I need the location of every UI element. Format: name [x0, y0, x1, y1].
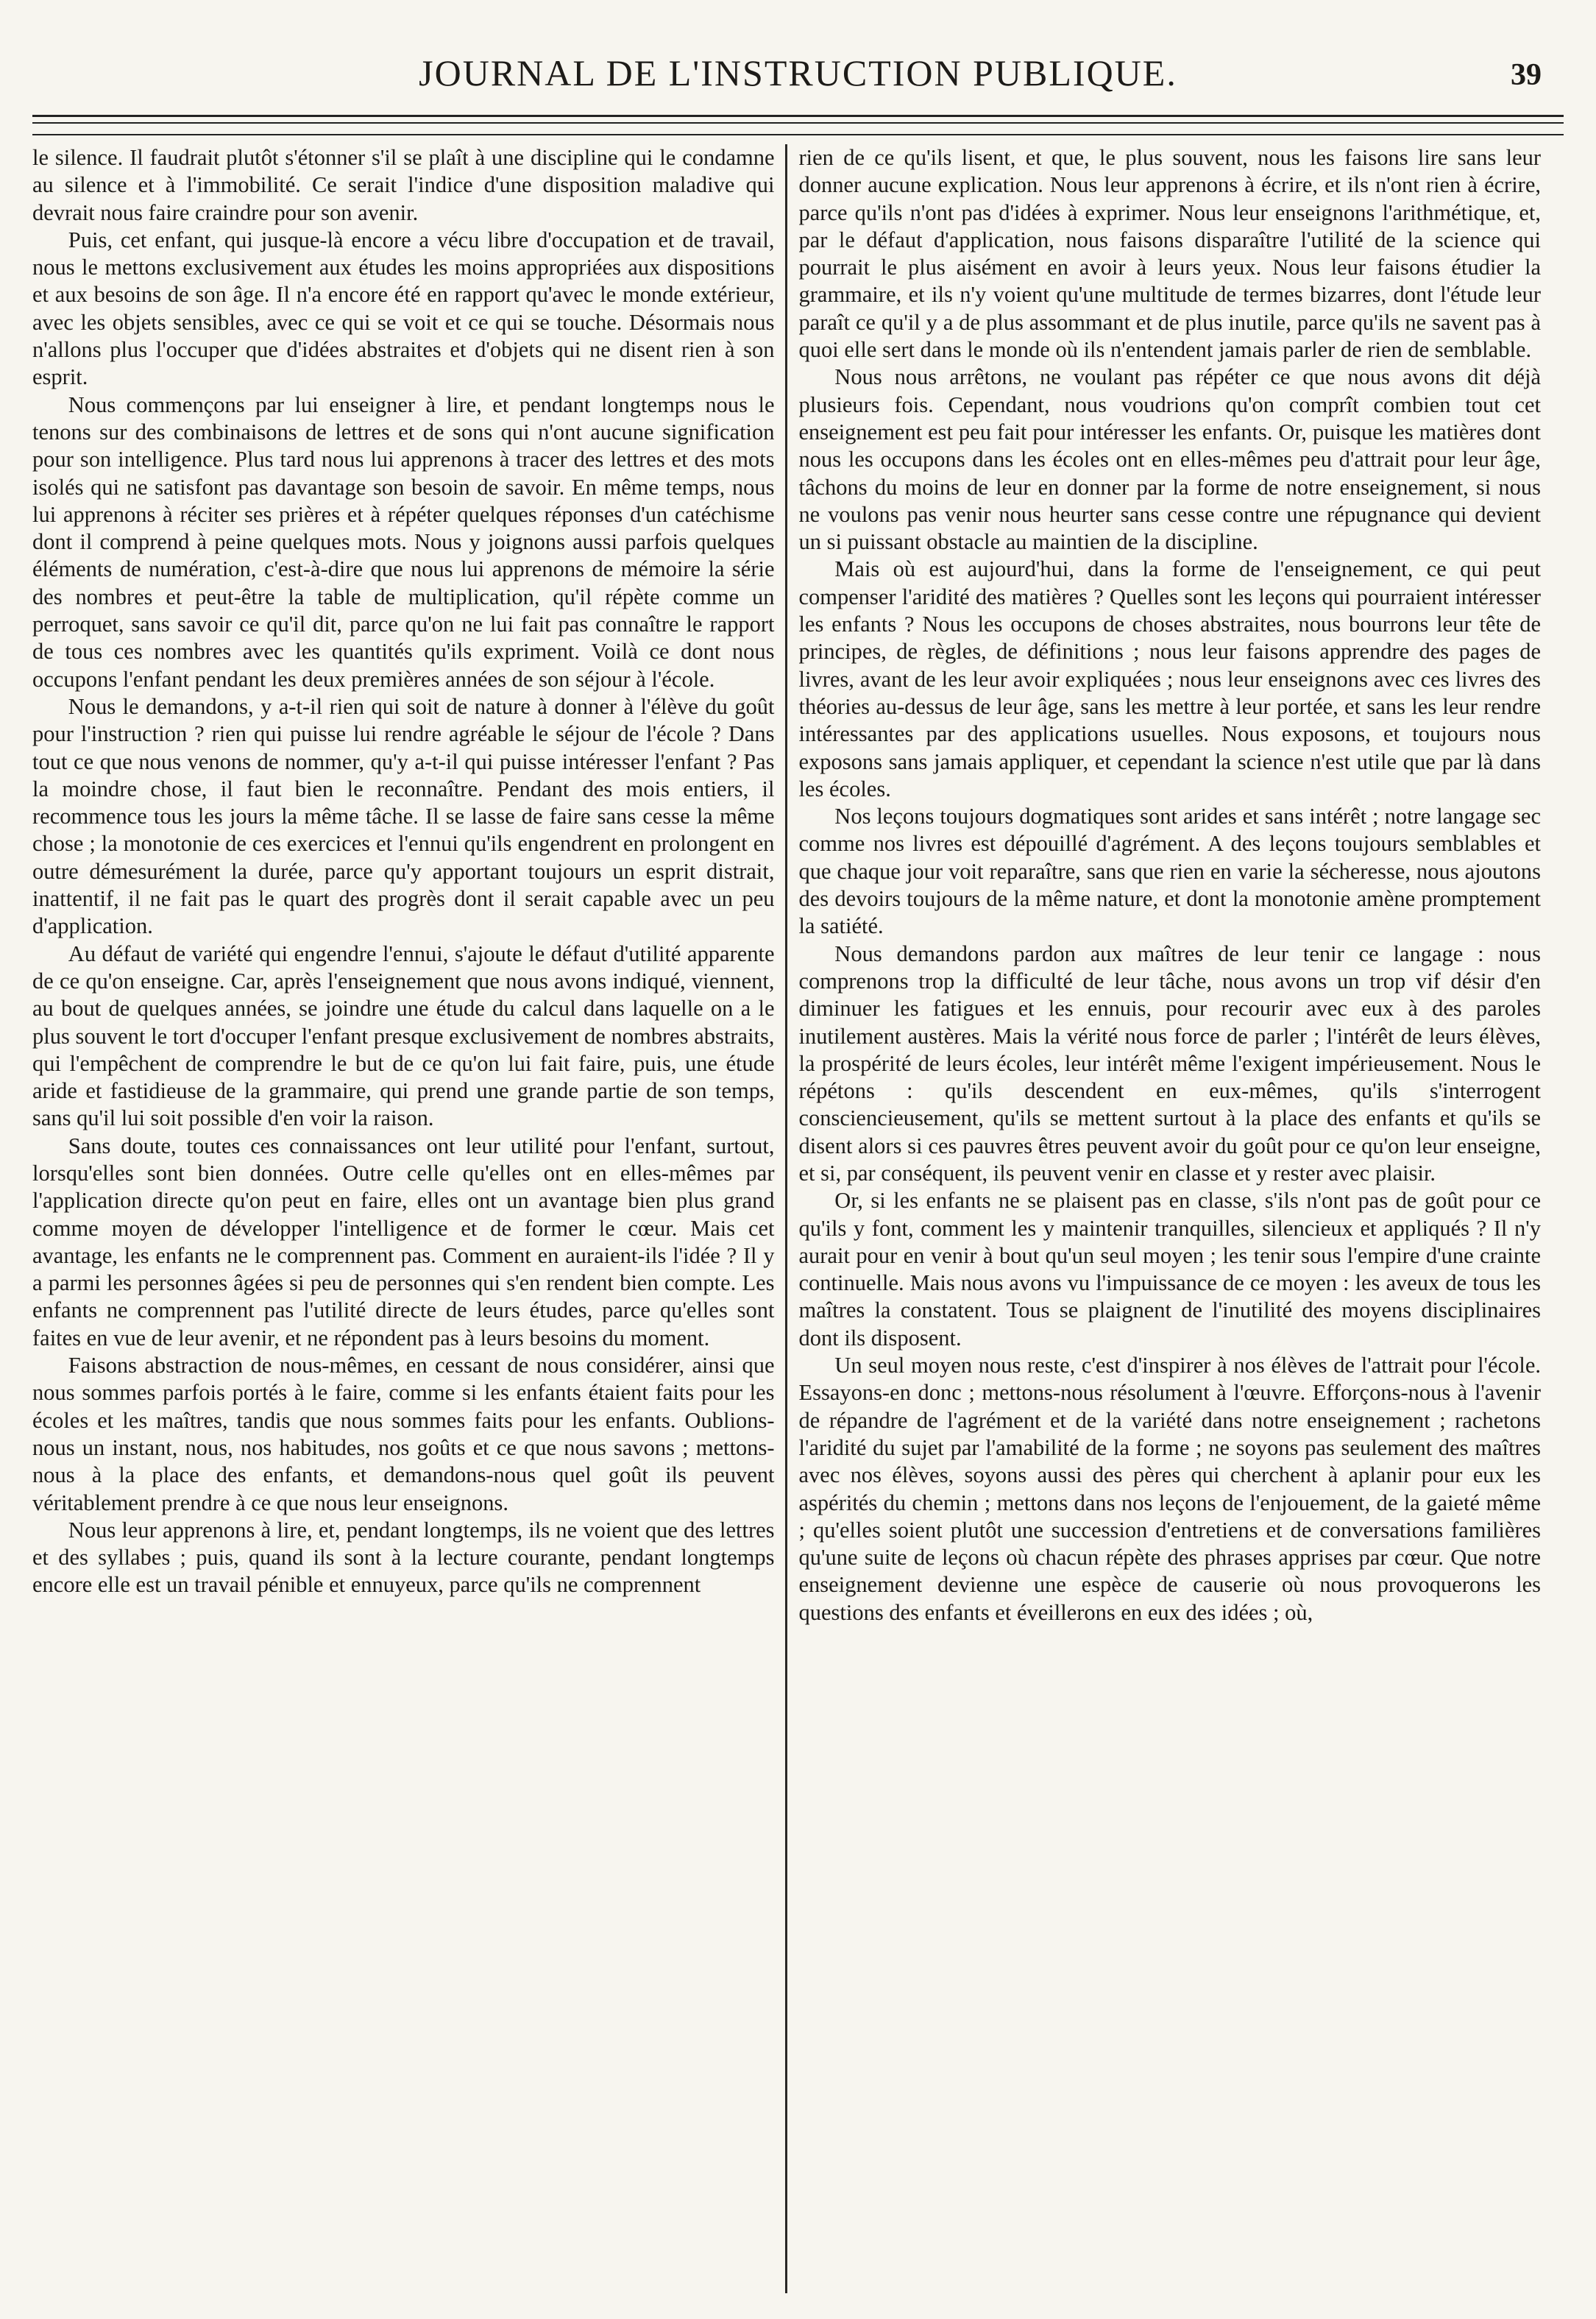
header-rule-bottom	[32, 134, 1564, 135]
left-column	[32, 144, 782, 2293]
paragraph: Au défaut de variété qui engendre l'ennui, s'ajoute le défaut d'utilité apparente de ce qu'on enseigne. Car, après l'enseignement que nous avons indiqué, viennent, au bout de quelques années, se joindre une étude du calcul dans laquelle on a le plus souvent le tort d'occuper l'enfant presque exclusivement de nombres abstraits, qui l'empêchent de comprendre le but de ce qu'on lui fait faire, puis, une étude aride et fastidieuse de la grammaire, qui prend une grande partie de son temps, sans qu'il lui soit possible d'en voir la raison.	[32, 941, 775, 1131]
paragraph: Puis, cet enfant, qui jusque-là encore a vécu libre d'occupation et de travail, nous le mettons exclusivement aux études les moins appropriées aux dispositions et aux besoins de son âge. Il n'a encore été en rapport qu'avec le monde extérieur, avec les objets sensibles, avec ce qui se voit et ce qui se touche. Désormais nous n'allons plus l'occuper que d'idées abstraites et d'objets qui ne disent rien à son esprit.	[32, 227, 775, 390]
paragraph: Nous nous arrêtons, ne voulant pas répéter ce que nous avons dit déjà plusieurs fois. Cependant, nous voudrions qu'on comprît combien tout cet enseignement est peu fait pour intéresser les enfants. Or, puisque les matières dont nous les occupons dans les écoles ont en elles-mêmes peu d'attrait pour leur âge, tâchons du moins de leur en donner par la forme de notre enseignement, si nous ne voulons pas venir nous heurter sans cesse contre une répugnance qui devient un si puissant obstacle au maintien de la discipline.	[798, 364, 1542, 555]
text-columns	[32, 144, 1541, 2293]
paragraph: le silence. Il faudrait plutôt s'étonner s'il se plaît à une discipline qui le condamne au silence et à l'immobilité. Ce serait l'indice d'une disposition maladive qui devrait nous faire craindre pour son avenir.	[32, 145, 775, 225]
paragraph: Nous demandons pardon aux maîtres de leur tenir ce langage : nous comprenons trop la difficulté de leur tâche, nous avons un trop vif désir d'en diminuer les fatigues et les ennuis, pour recourir avec eux à des paroles inutilement austères. Mais la vérité nous force de parler ; l'intérêt de leurs élèves, la prospérité de leurs écoles, leur intérêt même l'exigent impérieusement. Nous le répétons : qu'ils descendent en eux-mêmes, qu'ils s'interrogent consciencieusement, qu'ils se mettent surtout à la place des enfants et qu'ils se disent alors si ces pauvres êtres peuvent avoir du goût pour ce qu'on leur enseigne, et si, par conséquent, ils peuvent venir en classe et y rester avec plaisir.	[798, 941, 1542, 1186]
header-rule-thin	[32, 122, 1564, 124]
paragraph: Nous commençons par lui enseigner à lire, et pendant longtemps nous le tenons sur des combinaisons de lettres et de sons qui n'ont aucune signification pour son intelligence. Plus tard nous lui apprenons à tracer des lettres et des mots isolés qui ne satisfont pas davantage son besoin de savoir. En même temps, nous lui apprenons à réciter ses prières et à répéter quelques réponses d'un catéchisme dont il comprend à peine quelques mots. Nous y joignons aussi parfois quelques éléments de numération, c'est-à-dire que nous lui apprenons de mémoire la série des nombres et peut-être la table de multiplication, qu'il répète comme un perroquet, sans savoir ce qu'il dit, parce qu'on ne lui fait pas connaître le rapport de tous ces nombres avec les quantités qu'ils expriment. Voilà ce dont nous occupons l'enfant pendant les deux premières années de son séjour à l'école.	[32, 392, 775, 692]
column-divider	[785, 144, 787, 2293]
paragraph: Sans doute, toutes ces connaissances ont leur utilité pour l'enfant, surtout, lorsqu'elles sont bien données. Outre celle qu'elles ont en elles-mêmes par l'application directe qu'on peut en faire, elles ont un avantage bien plus grand comme moyen de développer l'intelligence et de former le cœur. Mais cet avantage, les enfants ne le comprennent pas. Comment en auraient-ils l'idée ? Il y a parmi les personnes âgées si peu de personnes qui s'en rendent bien compte. Les enfants ne comprennent pas l'utilité directe de leurs études, parce qu'elles sont faites en vue de leur avenir, et ne répondent pas à leurs besoins du moment.	[32, 1133, 775, 1350]
page-number: 39	[1511, 58, 1542, 92]
paragraph: Or, si les enfants ne se plaisent pas en classe, s'ils n'ont pas de goût pour ce qu'ils y font, comment les y maintenir tranquilles, silencieux et appliqués ? Il n'y aurait pour en venir à bout qu'un seul moyen ; les tenir sous l'empire d'une crainte continuelle. Mais nous avons vu l'impuissance de ce moyen : les aveux de tous les maîtres la constatent. Tous se plaignent de l'inutilité des moyens disciplinaires dont ils disposent.	[798, 1188, 1542, 1350]
paragraph: Mais où est aujourd'hui, dans la forme de l'enseignement, ce qui peut compenser l'aridité des matières ? Quelles sont les leçons qui pourraient intéresser les enfants ? Nous les occupons de choses abstraites, nous bourrons leur tête de principes, de règles, de définitions ; nous leur faisons apprendre des pages de livres, avant de les leur avoir expliquées ; nous leur enseignons avec ces livres des théories au-dessus de leur âge, sans les mettre à leur portée, et sans les leur rendre intéressantes par des applications usuelles. Nous exposons, et toujours nous exposons sans jamais appliquer, et cependant la science n'est utile que par là dans les écoles.	[798, 556, 1542, 801]
paragraph: rien de ce qu'ils lisent, et que, le plus souvent, nous les faisons lire sans leur donner aucune explication. Nous leur apprenons à écrire, et ils n'ont rien à écrire, parce qu'ils n'ont pas d'idées à exprimer. Nous leur enseignons l'arithmétique, et, par le défaut d'application, nous faisons disparaître l'utilité de la science qui pourrait le plus aisément en avoir à leurs yeux. Nous leur faisons étudier la grammaire, et ils n'y voient qu'une multitude de termes bizarres, dont l'étude leur paraît ce qu'il y a de plus assommant et de plus inutile, parce qu'ils ne savent pas à quoi elle sert dans le monde où ils n'entendent jamais parler de rien de semblable.	[798, 145, 1542, 363]
right-column	[790, 144, 1542, 2293]
paragraph: Nous le demandons, y a-t-il rien qui soit de nature à donner à l'élève du goût pour l'instruction ? rien qui puisse lui rendre agréable le séjour de l'école ? Dans tout ce que nous venons de nommer, qu'y a-t-il qui puisse intéresser l'enfant ? Pas la moindre chose, il faut bien le reconnaître. Pendant des mois entiers, il recommence tous les jours la même tâche. Il se lasse de faire sans cesse la même chose ; la monotonie de ces exercices et l'ennui qu'ils engendrent en prolongent en outre démesurément la durée, parce qu'y apportant toujours un esprit distrait, inattentif, il ne fait pas le quart des progrès dont il serait capable avec un peu d'application.	[32, 693, 775, 939]
header-rule-thick	[32, 115, 1564, 117]
paragraph: Nos leçons toujours dogmatiques sont arides et sans intérêt ; notre langage sec comme nos livres est dépouillé d'agrément. A des leçons toujours semblables et que chaque jour voit reparaître, sans que rien en varie la sécheresse, nous ajoutons des devoirs toujours de la même nature, et dont la monotonie amène promptement la satiété.	[798, 804, 1542, 939]
journal-title: JOURNAL DE L'INSTRUCTION PUBLIQUE.	[419, 52, 1177, 93]
page-header	[32, 41, 1564, 107]
paragraph: Un seul moyen nous reste, c'est d'inspirer à nos élèves de l'attrait pour l'école. Essayons-en donc ; mettons-nous résolument à l'œuvre. Efforçons-nous à l'avenir de répandre de l'agrément et de la variété dans notre enseignement ; rachetons l'aridité du sujet par l'amabilité de la forme ; ne soyons pas seulement des maîtres avec nos élèves, soyons aussi des pères qui cherchent à aplanir pour eux les aspérités du chemin ; mettons dans nos leçons de l'enjouement, de la gaieté même ; qu'elles soient plutôt une succession d'entretiens et de conversations familières qu'une suite de leçons où chacun répète des phrases apprises par cœur. Que notre enseignement devienne une espèce de causerie où nous provoquerons les questions des enfants et éveillerons en eux des idées ; où,	[798, 1353, 1542, 1625]
paragraph: Nous leur apprenons à lire, et, pendant longtemps, ils ne voient que des lettres et des syllabes ; puis, quand ils sont à la lecture courante, pendant longtemps encore elle est un travail pénible et ennuyeux, parce qu'ils ne comprennent	[32, 1517, 775, 1598]
paragraph: Faisons abstraction de nous-mêmes, en cessant de nous considérer, ainsi que nous sommes parfois portés à le faire, comme si les enfants étaient faits pour les écoles et les maîtres, tandis que nous sommes faits pour les enfants. Oublions-nous un instant, nous, nos habitudes, nos goûts et ce que nous savons ; mettons-nous à la place des enfants, et demandons-nous quel goût ils peuvent véritablement prendre à ce que nous leur enseignons.	[32, 1353, 775, 1515]
